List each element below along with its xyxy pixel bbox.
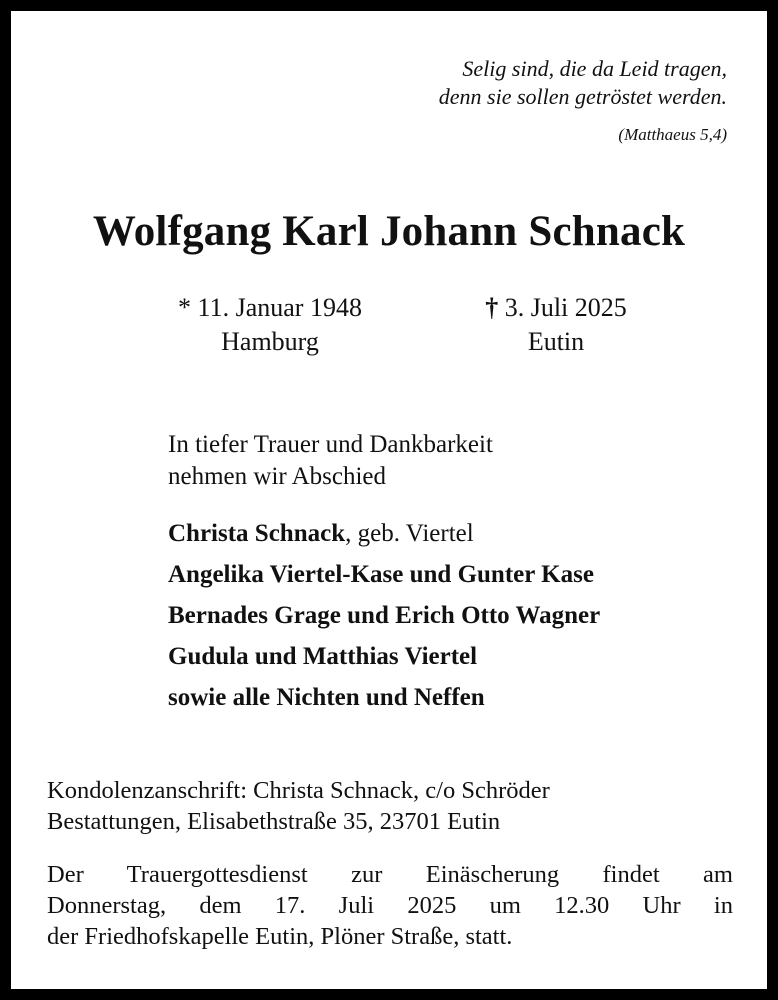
verse-line-1: Selig sind, die da Leid tragen, xyxy=(462,56,727,81)
address-line-2: Bestattungen, Elisabethstraße 35, 23701 Eutin xyxy=(47,808,501,835)
family-member: Angelika Viertel-Kase und Gunter Kase xyxy=(168,561,594,588)
birth-info xyxy=(145,291,395,359)
family-member: sowie alle Nichten und Neffen xyxy=(168,684,485,711)
service-line-1: Der Trauergottesdienst zur Einäscherung findet am xyxy=(47,861,733,888)
verse-reference: (Matthaeus 5,4) xyxy=(618,125,727,144)
funeral-service-info xyxy=(47,859,733,952)
birth-place: Hamburg xyxy=(221,327,319,356)
birth-star-icon: * xyxy=(178,293,192,322)
service-line-3: der Friedhofskapelle Eutin, Plöner Straße, statt. xyxy=(47,923,513,950)
death-date: 3. Juli 2025 xyxy=(504,293,627,322)
verse-line-2: denn sie sollen getröstet werden. xyxy=(438,84,727,109)
deceased-name: Wolfgang Karl Johann Schnack xyxy=(92,208,686,255)
family-member: Bernades Grage und Erich Otto Wagner xyxy=(168,602,601,629)
death-place: Eutin xyxy=(527,327,585,356)
condolence-address xyxy=(47,775,550,837)
mourning-line-1: In tiefer Trauer und Dankbarkeit xyxy=(168,431,493,458)
family-list xyxy=(168,513,600,718)
death-info xyxy=(451,291,661,359)
mourning-line-2: nehmen wir Abschied xyxy=(168,463,387,490)
service-line-2: Donnerstag, dem 17. Juli 2025 um 12.30 Uhr in xyxy=(47,892,733,919)
bible-verse xyxy=(439,55,727,111)
birth-date: 11. Januar 1948 xyxy=(197,293,362,322)
mourning-statement xyxy=(168,429,493,493)
family-member: Gudula und Matthias Viertel xyxy=(168,643,478,670)
address-line-1: Kondolenzanschrift: Christa Schnack, c/o Schröder xyxy=(47,777,550,804)
death-cross-icon: † xyxy=(485,293,499,322)
family-member: Christa Schnack, geb. Viertel xyxy=(168,520,474,547)
